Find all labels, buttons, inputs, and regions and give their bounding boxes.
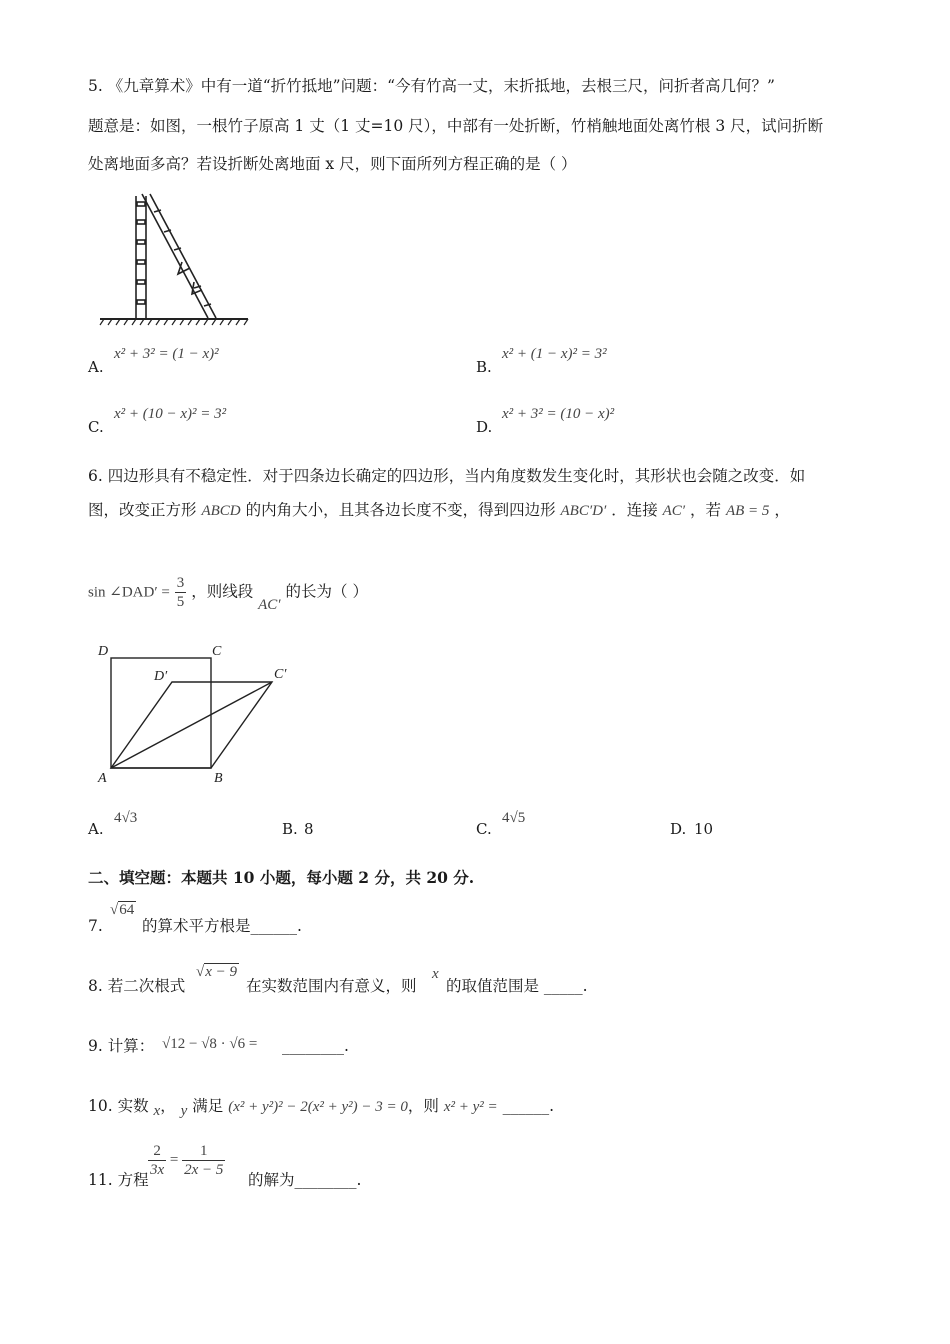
label-c-prime: C′ (274, 667, 287, 682)
q10-line: 10. 实数 x， y 满足 (x² + y²)² − 2(x² + y²) − 3 = 0，则 x² + y² = ______. (88, 1097, 555, 1119)
q8-var: x (432, 966, 439, 982)
q7-text: 的算术平方根是______. (142, 917, 302, 935)
q11-equation: $\frac{2}{3x}$ = $\frac{1}{2x - 5}$ (150, 1143, 224, 1178)
q6-option-c-value: 4√5 (502, 810, 526, 826)
q5-option-c-expr: x² + (10 − x)² = 3² (114, 406, 227, 422)
q5-option-b-label: B. (476, 358, 492, 376)
q6-option-c-label: C. (476, 820, 492, 838)
q5-option-d-label: D. (476, 418, 493, 436)
q5-line3: 处离地面多高？若设折断处离地面 x 尺，则下面所列方程正确的是（ ） (88, 155, 577, 173)
q9-blank: ________. (282, 1037, 349, 1055)
q5-option-a-expr: x² + 3² = (1 − x)² (114, 346, 219, 362)
q6-option-d-label: D. (670, 820, 687, 838)
bamboo-figure (98, 190, 250, 326)
segment-ac-prime (111, 682, 272, 768)
section-heading: 二、填空题：本题共 10 小题，每小题 2 分，共 20 分. (88, 868, 475, 887)
q5-line2: 题意是：如图，一根竹子原高 1 丈（1 丈=10 尺），中部有一处折断，竹梢触地面处离竹根 3 尺，试问折断 (88, 117, 824, 135)
q8-radical: √x − 9 (196, 964, 238, 980)
q6-option-d-value: 10 (694, 820, 714, 838)
q8-text-a: 8. 若二次根式 (88, 977, 186, 995)
q6-option-a-label: A. (88, 820, 104, 838)
q9-text-a: 9. 计算： (88, 1037, 155, 1055)
q6-line3: sin ∠DAD′ = $\frac{3}{5}$ ，则线段 AC′ 的长为（ ） (88, 575, 368, 613)
q7-number: 7. (88, 917, 103, 935)
q6-option-a-value: 4√3 (114, 810, 138, 826)
label-b: B (214, 771, 223, 784)
q5-option-d-expr: x² + 3² = (10 − x)² (502, 406, 615, 422)
quadrilateral-figure (92, 638, 302, 784)
q6-line2: 图，改变正方形 ABCD 的内角大小，且其各边长度不变，得到四边形 ABC′D′ ．连接 AC′ ，若 AB = 5 ， (88, 501, 790, 519)
q11-text-b: 的解为________. (248, 1171, 362, 1189)
label-d-prime: D′ (154, 669, 168, 684)
q7-radical: √64 (110, 902, 135, 918)
label-a: A (98, 771, 107, 784)
q8-text-b: 在实数范围内有意义，则 (246, 977, 417, 995)
q5-option-a-label: A. (88, 358, 104, 376)
q8-text-c: 的取值范围是 _____. (446, 977, 588, 995)
q6-option-b-value: 8 (304, 820, 314, 838)
label-d: D (98, 644, 109, 659)
q9-expr: √12 − √8 · √6 = (162, 1036, 258, 1052)
label-c: C (212, 644, 222, 659)
q6-option-b-label: B. (282, 820, 298, 838)
q6-line1: 6. 四边形具有不稳定性．对于四条边长确定的四边形，当内角度数发生变化时，其形状也会随之改变．如 (88, 467, 806, 485)
q5-option-c-label: C. (88, 418, 104, 436)
q5-line1: 5. 《九章算术》中有一道“折竹抵地”问题：“今有竹高一丈，末折抵地，去根三尺，问折者高几何？” (88, 77, 775, 95)
q5-option-b-expr: x² + (1 − x)² = 3² (502, 346, 607, 362)
q11-text-a: 11. 方程 (88, 1171, 149, 1189)
